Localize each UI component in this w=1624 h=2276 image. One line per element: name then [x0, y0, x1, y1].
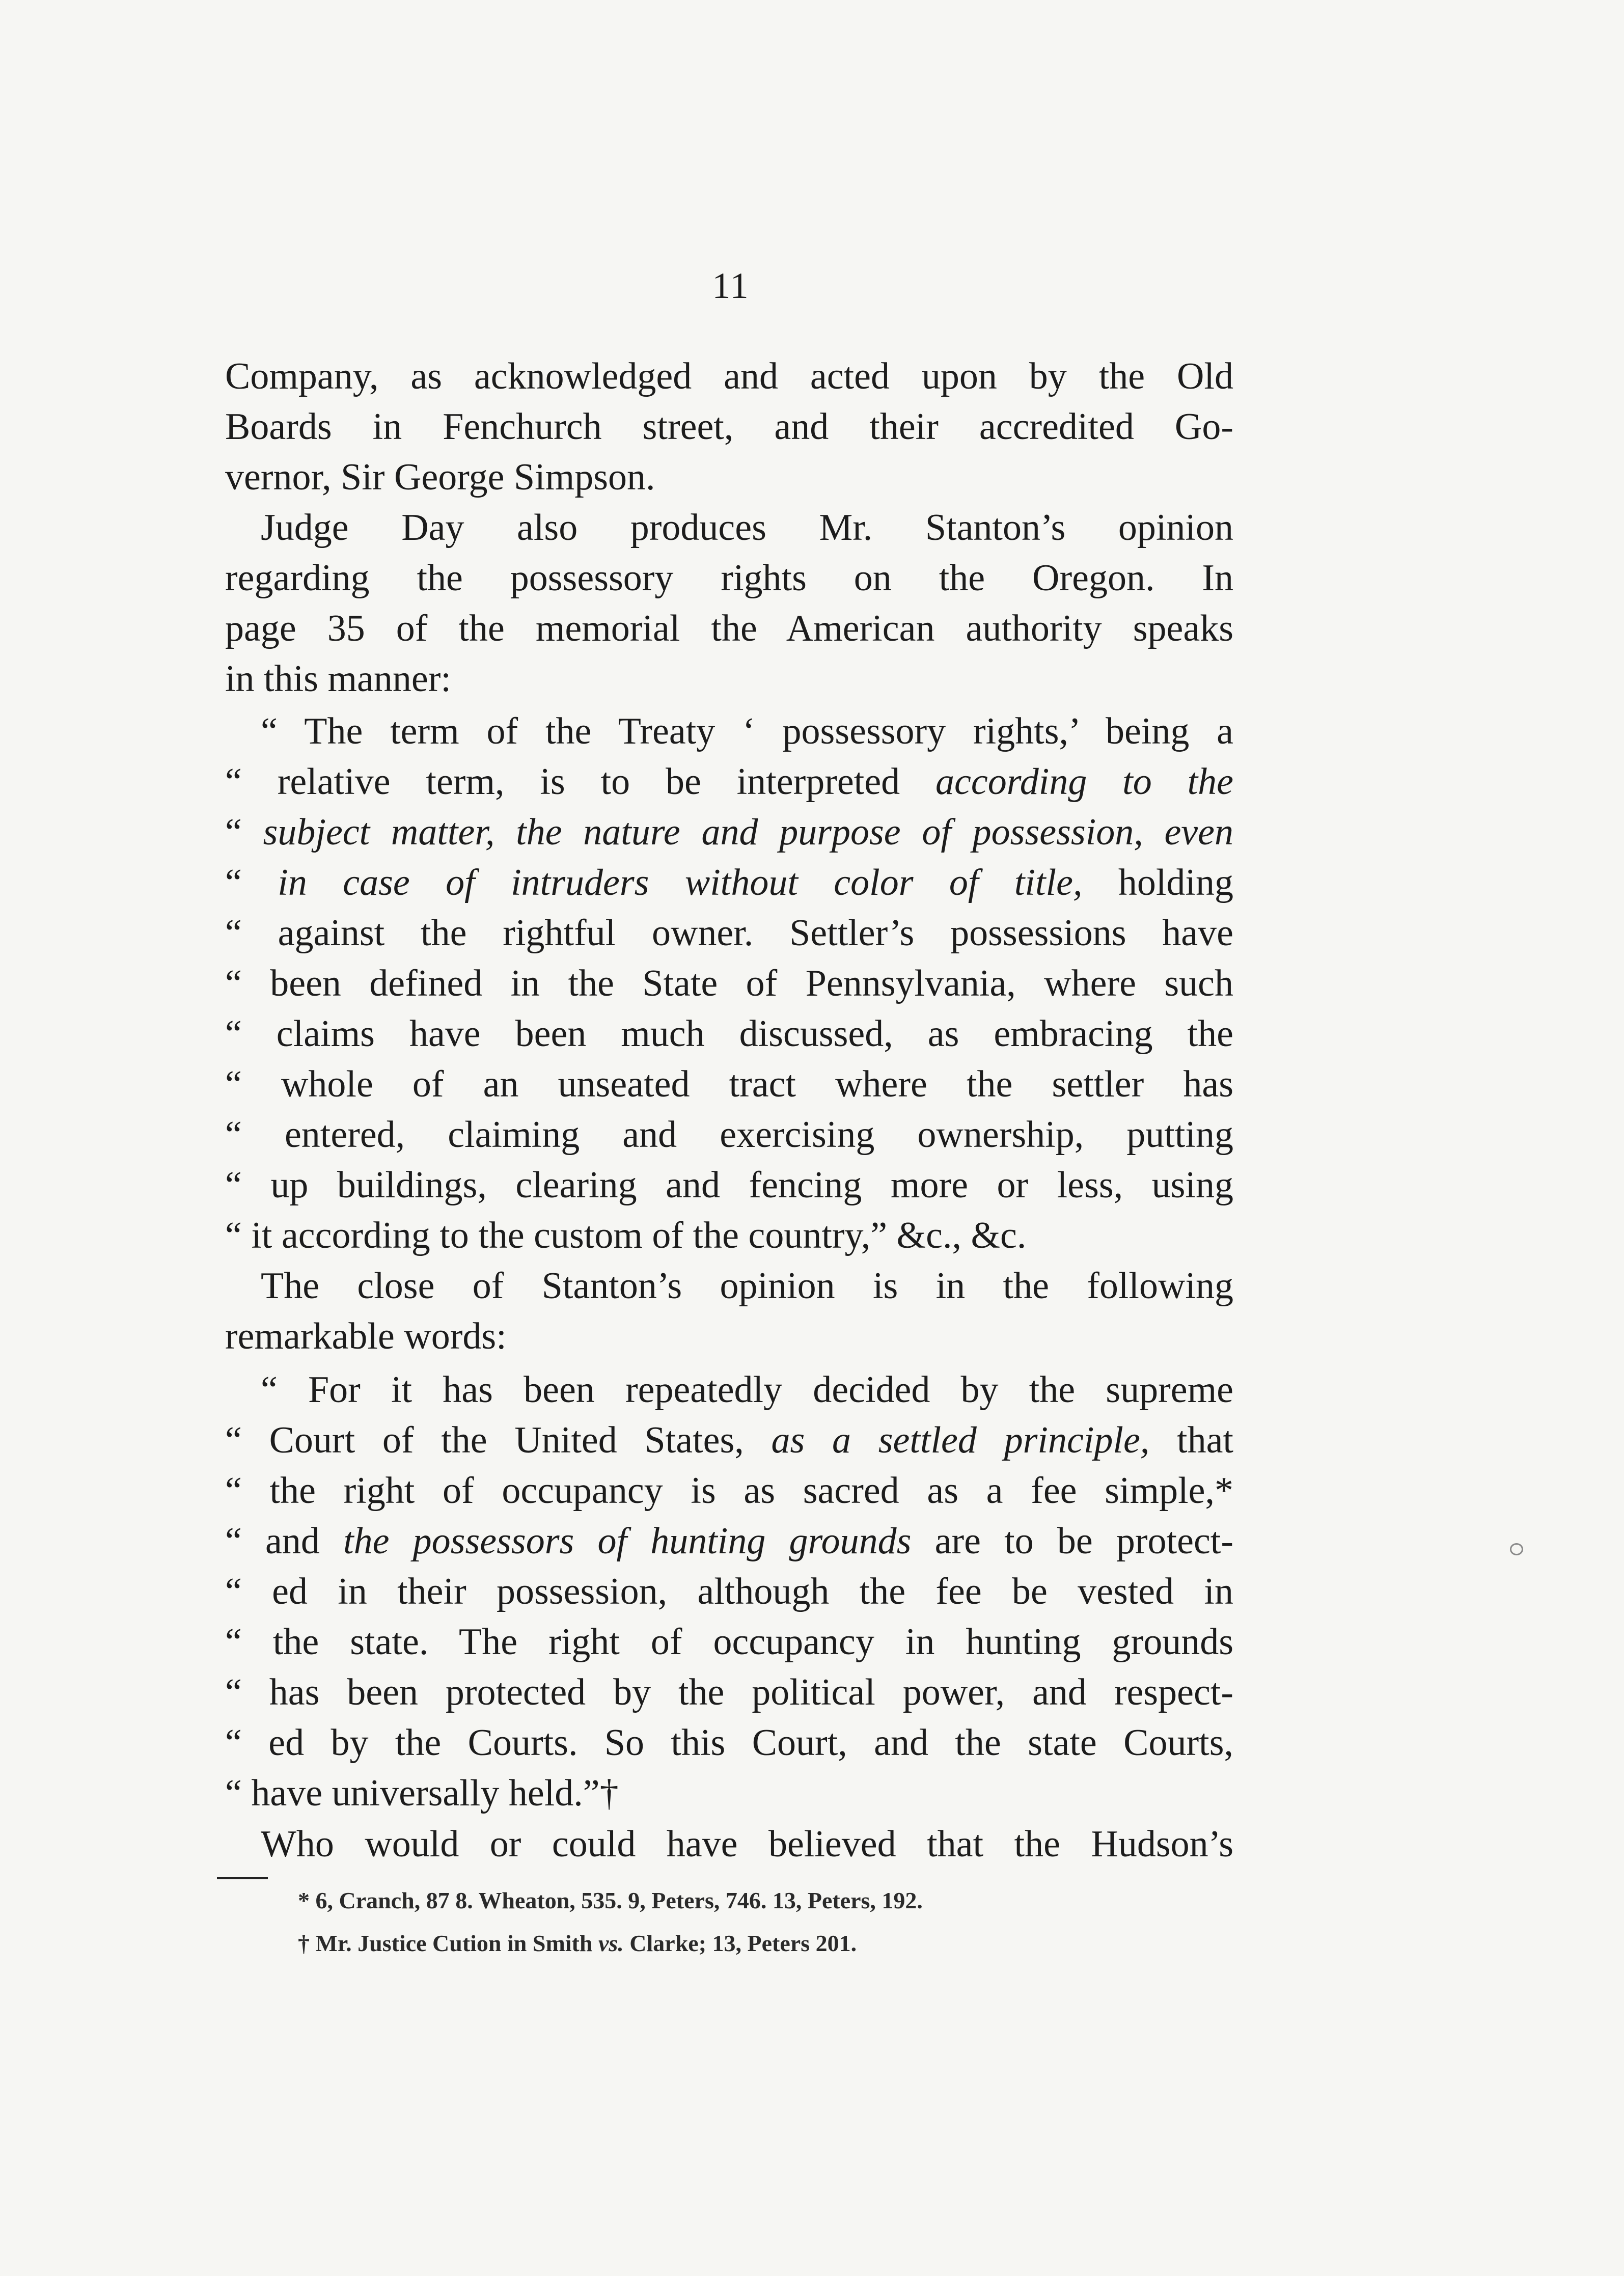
quote-line: “ entered, claiming and exercising ownership, putting [225, 1114, 1233, 1156]
footnote-rule [217, 1877, 268, 1879]
text-line: in this manner: [225, 658, 451, 700]
quote-text: “ relative term, is to be interpreted [225, 761, 900, 803]
italic-text: in case of intruders without color of title, [278, 862, 1083, 903]
quote-line: “ the state. The right of occupancy in hunting grounds [225, 1621, 1233, 1663]
text-line: regarding the possessory rights on the Oregon. In [225, 557, 1233, 599]
quote-line: “ whole of an unseated tract where the settler has [225, 1063, 1233, 1105]
paper-blemish [1510, 1543, 1523, 1555]
quote-line: “ ed in their possession, although the fee be vested in [225, 1571, 1233, 1612]
footnote-text: Clarke; 13, Peters 201. [629, 1930, 857, 1956]
quote-line: “ been defined in the State of Pennsylvania, where such [225, 963, 1233, 1004]
italic-text: the possessors of hunting grounds [343, 1520, 912, 1562]
quote-text: holding [1118, 862, 1233, 903]
quote-line [225, 1415, 1233, 1466]
quote-line: “ claims have been much discussed, as embracing the [225, 1013, 1233, 1055]
text-line: page 35 of the memorial the American authority speaks [225, 608, 1233, 649]
quote-line: “ The term of the Treaty ‘ possessory rights,’ being a [261, 710, 1233, 752]
quote-text: that [1177, 1419, 1233, 1461]
text-line: Company, as acknowledged and acted upon by the Old [225, 355, 1233, 397]
paragraph-start-line: Who would or could have believed that the Hudson’s [261, 1823, 1233, 1865]
footnote-text: † Mr. Justice Cution in Smith [298, 1930, 593, 1956]
quote-line [225, 1516, 1233, 1567]
quote-line [225, 858, 1233, 908]
italic-text: according to the [935, 761, 1233, 803]
quote-line: “ For it has been repeatedly decided by the supreme [261, 1369, 1233, 1411]
quote-line: “ have universally held.”† [225, 1772, 619, 1814]
quote-line: “ has been protected by the political power, and respect- [225, 1671, 1233, 1713]
footnote-italic: vs. [598, 1930, 624, 1956]
paragraph-start-line: Judge Day also produces Mr. Stanton’s opinion [261, 507, 1233, 549]
quote-line: “ it according to the custom of the country,” &c., &c. [225, 1215, 1027, 1256]
quote-line [225, 807, 1233, 858]
quote-line [225, 757, 1233, 807]
quote-line: “ against the rightful owner. Settler’s possessions have [225, 912, 1233, 954]
text-line: vernor, Sir George Simpson. [225, 456, 655, 498]
italic-text: subject matter, the nature and purpose of possession, even [263, 811, 1233, 853]
quote-text: are to be protect- [934, 1520, 1233, 1562]
quote-mark: “ [225, 862, 242, 903]
footnote: * 6, Cranch, 87 8. Wheaton, 535. 9, Peters, 746. 13, Peters, 192. [298, 1887, 923, 1913]
quote-mark: “ [225, 811, 242, 853]
page-number: 11 [712, 265, 750, 306]
paragraph-start-line: The close of Stanton’s opinion is in the following [261, 1265, 1233, 1307]
text-line: remarkable words: [225, 1315, 507, 1357]
italic-text: as a settled principle, [771, 1419, 1150, 1461]
quote-text: “ and [225, 1520, 320, 1562]
text-line: Boards in Fenchurch street, and their accredited Go- [225, 406, 1233, 448]
quote-line: “ ed by the Courts. So this Court, and the state Courts, [225, 1722, 1233, 1764]
quote-line: “ the right of occupancy is as sacred as a fee simple,* [225, 1470, 1233, 1512]
quote-text: “ Court of the United States, [225, 1419, 744, 1461]
footnote [298, 1922, 1215, 1965]
quote-line: “ up buildings, clearing and fencing more or less, using [225, 1164, 1233, 1206]
